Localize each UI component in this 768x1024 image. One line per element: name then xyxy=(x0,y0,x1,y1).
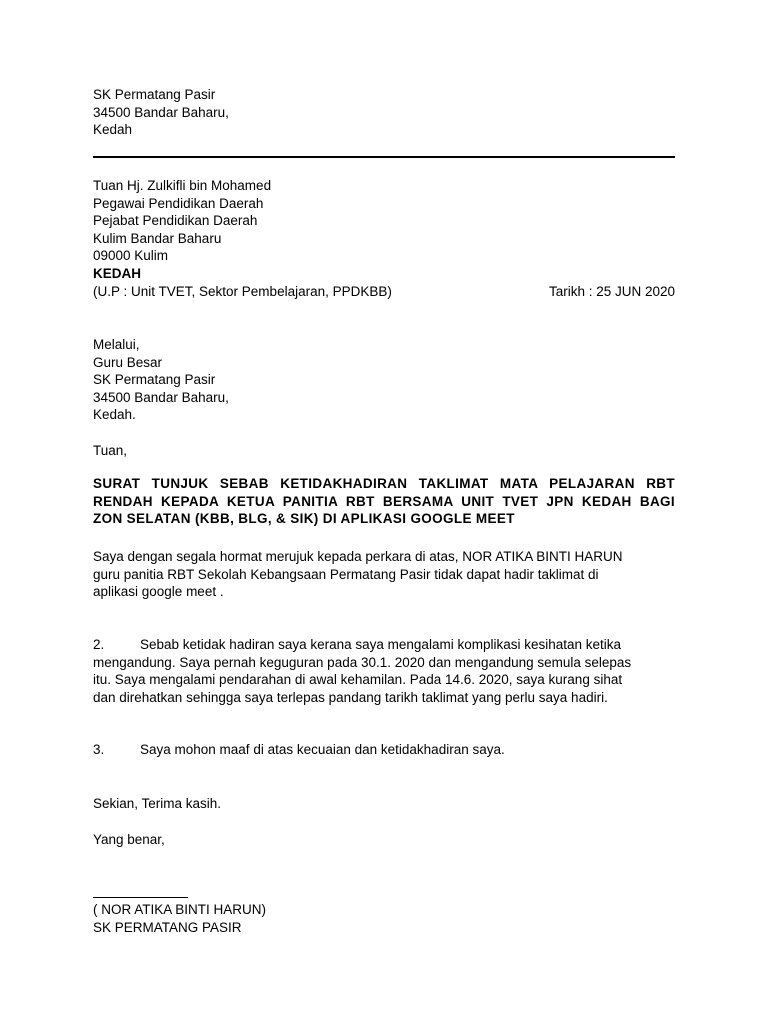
signature-school: SK PERMATANG PASIR xyxy=(93,919,242,935)
recipient-line-3: Pejabat Pendidikan Daerah xyxy=(93,213,258,229)
paragraph-2 xyxy=(93,636,675,706)
recipient-address xyxy=(93,177,675,300)
para1-line-1: Saya dengan segala hormat merujuk kepada perkara di atas, NOR ATIKA BINTI HARUN xyxy=(93,549,623,564)
para2-line-2: mengandung. Saya pernah keguguran pada 30.1. 2020 dan mengandung semula selepas xyxy=(93,654,632,670)
subject-line-2: RENDAH KEPADA KETUA PANITIA RBT BERSAMA UNIT TVET JPN KEDAH BAGI xyxy=(93,493,675,509)
sender-line-3: Kedah xyxy=(93,122,133,138)
closing-text: Sekian, Terima kasih. xyxy=(93,796,222,811)
signoff-text: Yang benar, xyxy=(93,832,165,847)
para2-line-1 xyxy=(93,636,675,654)
attention-line: (U.P : Unit TVET, Sektor Pembelajaran, PPDKBB) xyxy=(93,283,392,299)
signature-name: ( NOR ATIKA BINTI HARUN) xyxy=(93,902,267,917)
letter-date: Tarikh : 25 JUN 2020 xyxy=(548,283,675,299)
sender-line-1: SK Permatang Pasir xyxy=(93,87,216,102)
recipient-line-2: Pegawai Pendidikan Daerah xyxy=(93,195,264,211)
para2-number: 2. xyxy=(93,637,105,652)
para3-line xyxy=(93,741,675,759)
paragraph-3 xyxy=(93,741,675,759)
sender-address xyxy=(93,86,675,139)
para2-line-4: dan direhatkan sehingga saya terlepas pandang tarikh taklimat yang perlu saya hadiri. xyxy=(93,689,608,705)
header-divider xyxy=(93,156,675,158)
recipient-line-5: 09000 Kulim xyxy=(93,248,169,264)
via-line-1: Melalui, xyxy=(93,337,140,352)
para3-number: 3. xyxy=(93,742,105,757)
para2-line-3: itu. Saya mengalami pendarahan di awal kehamilan. Pada 14.6. 2020, saya kurang sihat xyxy=(93,672,623,688)
signature-line xyxy=(93,897,188,898)
subject-heading xyxy=(93,475,675,528)
via-line-5: Kedah. xyxy=(93,407,136,423)
via-address xyxy=(93,336,675,424)
salutation-text: Tuan, xyxy=(93,443,128,458)
para3-text: Saya mohon maaf di atas kecuaian dan ketidakhadiran saya. xyxy=(140,742,505,757)
sender-line-2: 34500 Bandar Baharu, xyxy=(93,104,229,120)
subject-line-3: ZON SELATAN (KBB, BLG, & SIK) DI APLIKASI GOOGLE MEET xyxy=(93,511,515,527)
via-line-3: SK Permatang Pasir xyxy=(93,372,216,388)
para1-line-2: guru panitia RBT Sekolah Kebangsaan Permatang Pasir tidak dapat hadir taklimat di xyxy=(93,566,599,582)
via-line-2: Guru Besar xyxy=(93,354,163,370)
salutation xyxy=(93,442,675,460)
attention-row xyxy=(93,283,675,301)
signature-block xyxy=(93,901,675,936)
paragraph-1 xyxy=(93,548,675,601)
subject-line-1: SURAT TUNJUK SEBAB KETIDAKHADIRAN TAKLIMAT MATA PELAJARAN RBT xyxy=(93,476,675,491)
recipient-line-4: Kulim Bandar Baharu xyxy=(93,230,222,246)
signoff xyxy=(93,831,675,849)
recipient-line-1: Tuan Hj. Zulkifli bin Mohamed xyxy=(93,178,272,193)
para2-line-1-text: Sebab ketidak hadiran saya kerana saya mengalami komplikasi kesihatan ketika xyxy=(140,637,622,652)
para1-line-3: aplikasi google meet . xyxy=(93,584,224,600)
closing xyxy=(93,795,675,813)
recipient-state: KEDAH xyxy=(93,265,142,281)
via-line-4: 34500 Bandar Baharu, xyxy=(93,389,229,405)
